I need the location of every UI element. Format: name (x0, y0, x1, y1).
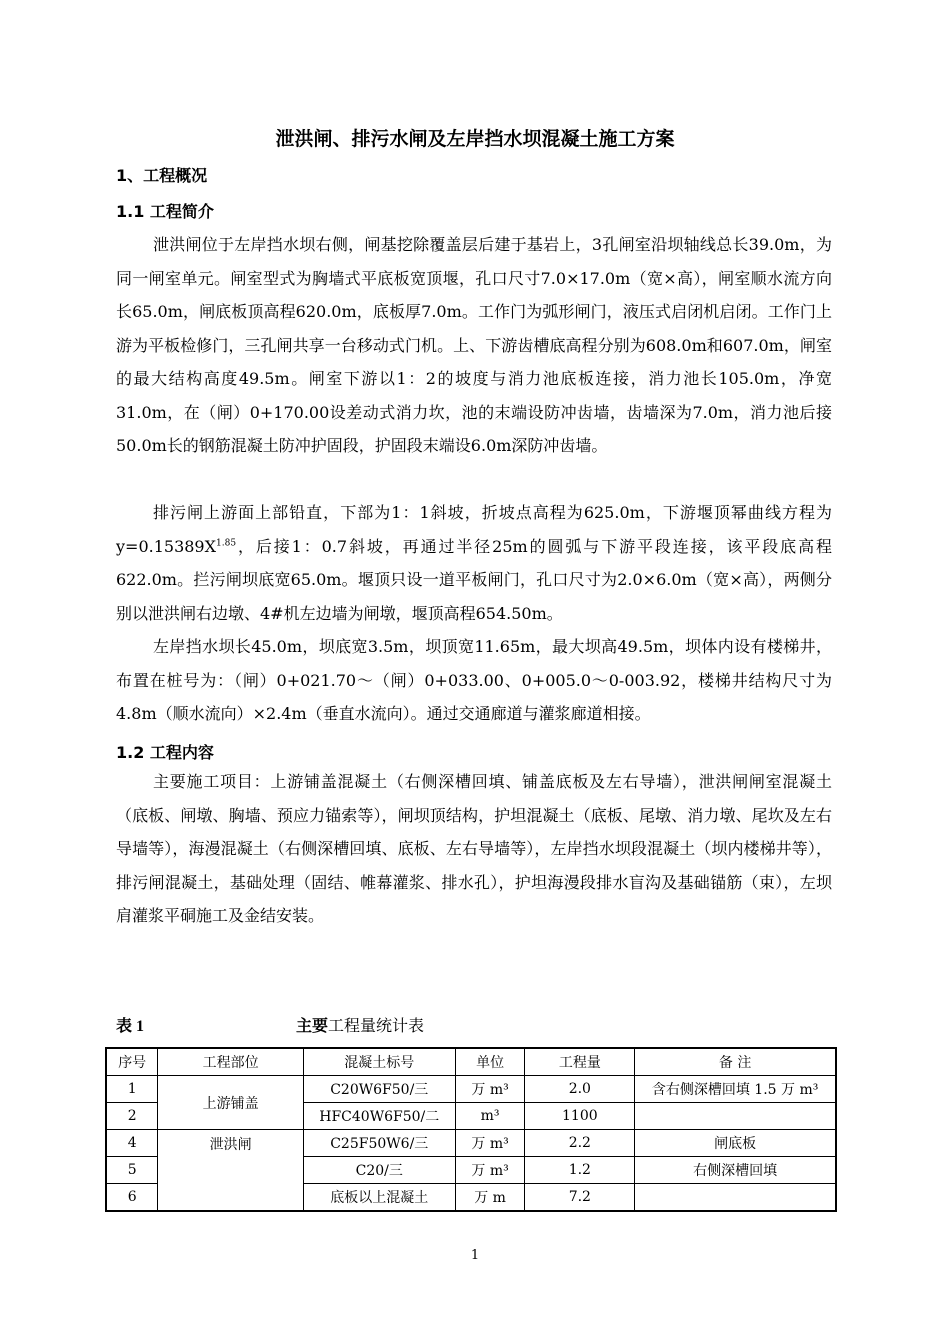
header-cell: 工程量 (525, 1048, 635, 1076)
header-cell: 序号 (106, 1048, 158, 1076)
cell-grade: 底板以上混凝土 (303, 1184, 455, 1212)
cell-part: 泄洪闸 (158, 1130, 303, 1212)
table-title-bold: 主要 (296, 1016, 329, 1035)
table-row (106, 1130, 836, 1157)
quantity-table (105, 1047, 837, 1212)
cell-note: 右侧深槽回填 (635, 1157, 836, 1184)
cell-qty: 2.2 (525, 1130, 635, 1157)
section-heading-1-2: 1.2 工程内容 (116, 743, 214, 762)
cell-no: 6 (106, 1184, 158, 1212)
header-cell: 单位 (455, 1048, 525, 1076)
table-label: 表 1 (116, 1018, 145, 1035)
table-title-rest: 工程量统计表 (328, 1016, 425, 1035)
cell-qty: 7.2 (525, 1184, 635, 1212)
paragraph-work-content: 主要施工项目：上游铺盖混凝土（右侧深槽回填、铺盖底板及左右导墙），泄洪闸闸室混凝土（底板、闸墩、胸墙、预应力锚索等），闸坝顶结构，护坦混凝土（底板、尾墩、消力墩、尾坎及左右导墙等），海漫混凝土（右侧深槽回填、底板、左右导墙等），左岸挡水坝段混凝土（坝内楼梯井等），排污闸混凝土，基础处理（固结、帷幕灌浆、排水孔），护坦海漫段排水盲沟及基础锚筋（束），左坝肩灌浆平硐施工及金结安装。 (116, 772, 832, 925)
cell-grade: C25F50W6/三 (303, 1130, 455, 1157)
cell-unit: 万 m³ (455, 1076, 525, 1103)
header-cell: 工程部位 (158, 1048, 303, 1076)
cell-note (635, 1184, 836, 1212)
table-row (106, 1076, 836, 1103)
table-header-row (106, 1048, 836, 1076)
cell-unit: 万 m (455, 1184, 525, 1212)
paragraph-sewage-sluice (116, 496, 832, 630)
page-number: 1 (470, 1248, 480, 1263)
cell-no: 4 (106, 1130, 158, 1157)
paragraph-left-dam: 左岸挡水坝长45.0m，坝底宽3.5m，坝顶宽11.65m，最大坝高49.5m，坝体内设有楼梯井，布置在桩号为：（闸）0+021.70～（闸）0+033.00、0+005.0～0-003.92，楼梯井结构尺寸为4.8m（顺水流向）×2.4m（垂直水流向）。通过交通廊道与灌浆廊道相接。 (116, 637, 832, 723)
cell-unit: 万 m³ (455, 1157, 525, 1184)
cell-unit: m³ (455, 1103, 525, 1130)
section-heading-1-1: 1.1 工程简介 (116, 202, 214, 221)
cell-no: 2 (106, 1103, 158, 1130)
table-title (296, 1013, 424, 1036)
cell-qty: 1100 (525, 1103, 635, 1130)
paragraph-sewage-sluice-part2: ，后接1：0.7斜坡，再通过半径25m的圆弧与下游平段连接，该平段底高程622.0m。拦污闸坝底宽65.0m。堰顶只设一道平板闸门，孔口尺寸为2.0×6.0m（宽×高），两侧分别以泄洪闸右边墩、4#机左边墙为闸墩，堰顶高程654.50m。 (116, 536, 832, 623)
cell-no: 5 (106, 1157, 158, 1184)
cell-no: 1 (106, 1076, 158, 1103)
cell-note: 闸底板 (635, 1130, 836, 1157)
cell-part: 上游铺盖 (158, 1076, 303, 1130)
section-heading-1: 1、工程概况 (116, 166, 208, 185)
cell-note: 含右侧深槽回填 1.5 万 m³ (635, 1076, 836, 1103)
header-cell: 备 注 (635, 1048, 836, 1076)
exponent: 1.85 (216, 538, 237, 549)
document-title: 泄洪闸、排污水闸及左岸挡水坝混凝土施工方案 (275, 128, 675, 150)
cell-grade: C20/三 (303, 1157, 455, 1184)
cell-note (635, 1103, 836, 1130)
header-cell: 混凝土标号 (303, 1048, 455, 1076)
cell-grade: HFC40W6F50/二 (303, 1103, 455, 1130)
cell-grade: C20W6F50/三 (303, 1076, 455, 1103)
cell-qty: 2.0 (525, 1076, 635, 1103)
cell-unit: 万 m³ (455, 1130, 525, 1157)
paragraph-sewage-sluice-part1: 排污闸上游面上部铅直，下部为1：1斜坡，折坡点高程为625.0m，下游堰顶幂曲线方程为y=0.15389X (116, 503, 832, 556)
paragraph-sluice-intro: 泄洪闸位于左岸挡水坝右侧，闸基挖除覆盖层后建于基岩上，3孔闸室沿坝轴线总长39.0m，为同一闸室单元。闸室型式为胸墙式平底板宽顶堰，孔口尺寸7.0×17.0m（宽×高），闸室顺水流方向长65.0m，闸底板顶高程620.0m，底板厚7.0m。工作门为弧形闸门，液压式启闭机启闭。工作门上游为平板检修门，三孔闸共享一台移动式门机。上、下游齿槽底高程分别为608.0m和607.0m，闸室的最大结构高度49.5m。闸室下游以1：2的坡度与消力池底板连接，消力池长105.0m，净宽31.0m，在（闸）0+170.00设差动式消力坎，池的末端设防冲齿墙，齿墙深为7.0m，消力池后接50.0m长的钢筋混凝土防冲护固段，护固段末端设6.0m深防冲齿墙。 (116, 235, 832, 455)
cell-qty: 1.2 (525, 1157, 635, 1184)
